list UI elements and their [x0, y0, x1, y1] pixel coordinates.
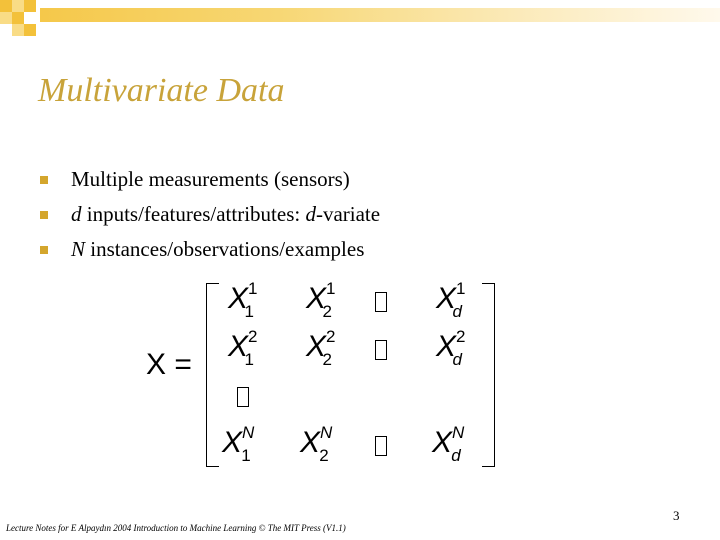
cell-base: X [228, 282, 249, 315]
bullet-text [71, 237, 364, 262]
bullet-square-icon [40, 211, 48, 219]
data-matrix [140, 280, 510, 470]
header-decoration [0, 0, 720, 40]
deco-square [12, 24, 24, 36]
matrix-cell [222, 423, 255, 465]
cell-superscript: 2 [456, 327, 466, 346]
cell-subscript: 2 [319, 446, 329, 465]
bullet-text-italic: d [305, 202, 316, 226]
cell-base: X [432, 426, 453, 459]
cell-superscript: 2 [248, 327, 258, 346]
page-number: 3 [673, 508, 680, 523]
cell-subscript: 1 [244, 302, 254, 321]
matrix-right-bracket [482, 283, 495, 467]
cell-superscript: N [452, 423, 465, 442]
ellipsis-glyph-icon [375, 292, 387, 312]
ellipsis-glyph-icon [375, 340, 387, 360]
matrix-cell [306, 279, 336, 321]
deco-square [0, 0, 12, 12]
ellipsis-glyph-icon [375, 436, 387, 456]
bullet-text-part: inputs/features/attributes: [81, 202, 306, 226]
bullet-item [40, 197, 380, 232]
deco-square [24, 0, 36, 12]
slide-footer: Lecture Notes for E Alpaydın 2004 Introduction to Machine Learning © The MIT Press (V1.1) [6, 523, 346, 533]
cell-base: X [300, 426, 321, 459]
matrix-symbol: X [146, 348, 167, 381]
matrix-cell [306, 327, 336, 369]
cell-superscript: 1 [326, 279, 336, 298]
cell-base: X [222, 426, 243, 459]
matrix-cell [228, 279, 258, 321]
matrix-cell [228, 327, 258, 369]
deco-square [12, 12, 24, 24]
matrix-lhs [146, 348, 192, 382]
cell-base: X [228, 330, 249, 363]
bullet-item [40, 232, 380, 267]
cell-subscript: 1 [244, 350, 254, 369]
matrix-cell [432, 423, 465, 465]
cell-subscript: d [452, 350, 462, 369]
ellipsis-glyph-icon [237, 387, 249, 407]
cell-subscript: d [452, 302, 462, 321]
header-gradient-bar [40, 8, 720, 22]
matrix-cell [436, 327, 466, 369]
cell-subscript: d [451, 446, 461, 465]
cell-base: X [436, 282, 457, 315]
deco-square [12, 0, 24, 12]
bullet-text-part: Multiple measurements (sensors) [71, 167, 350, 191]
bullet-text-part: -variate [315, 202, 381, 226]
cell-subscript: 2 [322, 350, 332, 369]
matrix-left-bracket [206, 283, 219, 467]
cell-superscript: N [320, 423, 333, 442]
bullet-list [40, 162, 380, 267]
bullet-text [71, 202, 380, 227]
cell-base: X [436, 330, 457, 363]
equals-sign: = [174, 348, 192, 381]
bullet-square-icon [40, 246, 48, 254]
cell-base: X [306, 330, 327, 363]
bullet-text [71, 167, 350, 192]
bullet-square-icon [40, 176, 48, 184]
slide-title: Multivariate Data [38, 72, 285, 109]
matrix-cell [300, 423, 333, 465]
cell-superscript: 1 [248, 279, 258, 298]
cell-subscript: 1 [241, 446, 251, 465]
bullet-text-part: instances/observations/examples [85, 237, 365, 261]
cell-superscript: N [242, 423, 255, 442]
cell-superscript: 2 [326, 327, 336, 346]
deco-square [0, 12, 12, 24]
bullet-item [40, 162, 380, 197]
matrix-cell [436, 279, 466, 321]
deco-square [24, 24, 36, 36]
bullet-text-italic: N [71, 237, 86, 261]
cell-base: X [306, 282, 327, 315]
cell-subscript: 2 [322, 302, 332, 321]
cell-superscript: 1 [456, 279, 466, 298]
bullet-text-italic: d [71, 202, 82, 226]
